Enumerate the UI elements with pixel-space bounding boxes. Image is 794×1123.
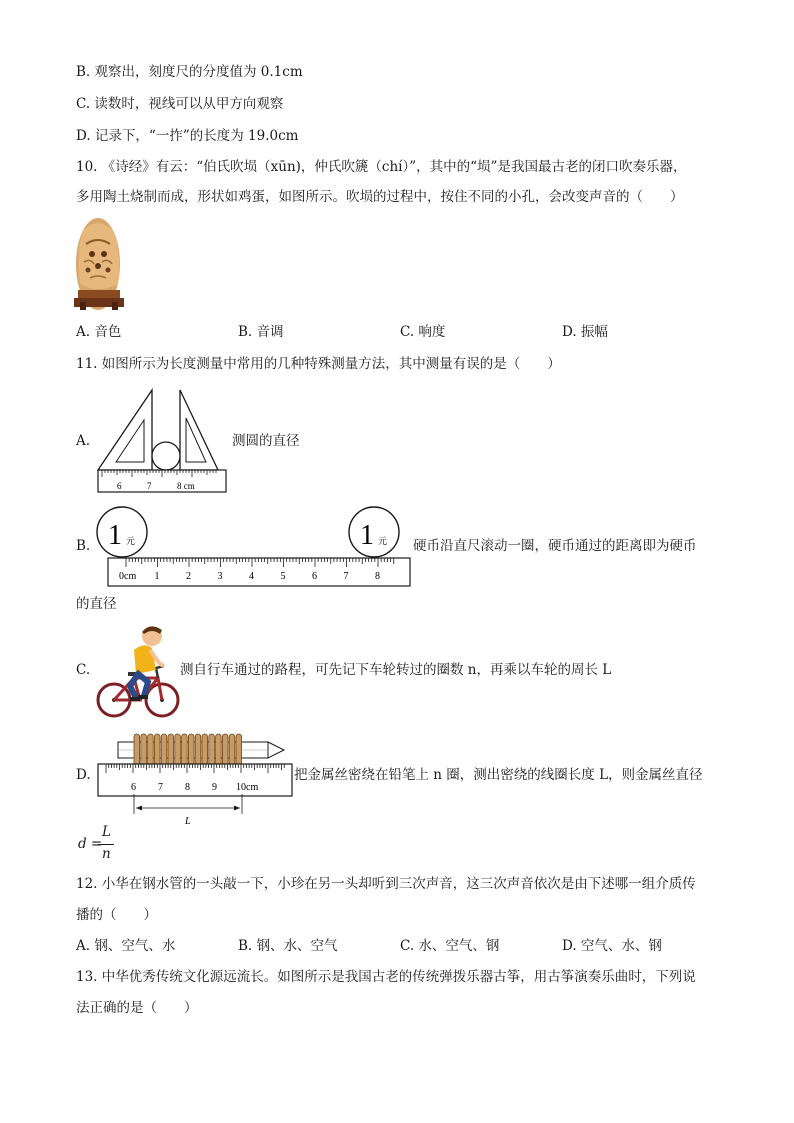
- coil-turn: [182, 734, 188, 766]
- q10-option-b: B. 音调: [238, 324, 284, 340]
- coil-turn: [202, 734, 208, 766]
- q11-b-label: B.: [76, 538, 91, 554]
- coil-turn: [161, 734, 167, 766]
- ruler-d-tick-label: 10cm: [236, 782, 259, 793]
- wire-coil-figure: [96, 728, 294, 828]
- q10-option-a: A. 音色: [76, 324, 122, 340]
- coil-turn: [222, 734, 228, 766]
- formula-lhs: d =: [78, 836, 103, 852]
- q10-stem-line2: 多用陶土烧制而成，形状如鸡蛋，如图所示。吹埙的过程中，按住不同的小孔，会改变声音的（ ）: [76, 189, 684, 205]
- q12-stem-line1: 12. 小华在钢水管的一头敲一下，小珍在另一头却听到三次声音，这三次声音依次是由下述哪一组介质传: [76, 876, 696, 892]
- coil-turn: [195, 734, 201, 766]
- coin-value: 1: [108, 520, 122, 551]
- ruler-d-tick-label: 8: [185, 782, 190, 793]
- q11-stem: 11. 如图所示为长度测量中常用的几种特殊测量方法，其中测量有误的是（ ）: [76, 356, 561, 372]
- coil-turn: [175, 734, 181, 766]
- coil-turn: [236, 734, 242, 766]
- coil-turn: [209, 734, 215, 766]
- coil-turn: [134, 734, 140, 766]
- dimension-label: L: [185, 816, 191, 827]
- ruler-b-tick-label: 8: [375, 571, 380, 582]
- coin-rolling-figure: [94, 506, 412, 588]
- q9-option-c: C. 读数时，视线可以从甲方向观察: [76, 96, 284, 112]
- cyclist-image: [94, 620, 182, 720]
- ruler-b-tick-label: 0cm: [119, 571, 137, 582]
- q9-option-d: D. 记录下，“一拃”的长度为 19.0cm: [76, 128, 299, 144]
- coin-unit: 元: [378, 536, 388, 546]
- q11-c-label: C.: [76, 662, 91, 678]
- ruler-b-tick-label: 2: [186, 571, 191, 582]
- formula-numerator: L: [102, 824, 111, 840]
- q12-option-d: D. 空气、水、钢: [562, 938, 662, 954]
- ruler-d-tick-label: 9: [212, 782, 217, 793]
- q11-a-text: 测圆的直径: [232, 433, 300, 449]
- q10-option-d: D. 振幅: [562, 324, 608, 340]
- coil-turn: [154, 734, 160, 766]
- q11-b-text: 硬币沿直尺滚动一圈，硬币通过的距离即为硬币: [413, 538, 697, 554]
- q13-stem-line2: 法正确的是（ ）: [76, 1000, 198, 1016]
- ruler-a-tick-label: 6: [117, 481, 122, 491]
- fraction-bar: [98, 844, 114, 845]
- ruler-b-tick-label: 7: [343, 571, 349, 582]
- ruler-b-tick-label: 3: [217, 571, 223, 582]
- q9-option-b: B. 观察出，刻度尺的分度值为 0.1cm: [76, 64, 303, 80]
- coin-value: 1: [360, 520, 374, 551]
- q11-d-label: D.: [76, 767, 91, 783]
- xun-instrument-image: [74, 218, 124, 310]
- ruler-a-tick-label: 7: [147, 481, 152, 491]
- q12-option-c: C. 水、空气、钢: [400, 938, 500, 954]
- q13-stem-line1: 13. 中华优秀传统文化源远流长。如图所示是我国古老的传统弹拨乐器古筝，用古筝演奏乐曲时，下列说: [76, 969, 696, 985]
- formula-denominator: n: [102, 846, 111, 862]
- ruler-d-tick-label: 6: [131, 782, 136, 793]
- coil-turn: [229, 734, 235, 766]
- circle-diameter-figure: [96, 386, 228, 494]
- coil-turn: [141, 734, 147, 766]
- q12-option-b: B. 钢、水、空气: [238, 938, 338, 954]
- q12-option-a: A. 钢、空气、水: [76, 938, 176, 954]
- coil-turn: [216, 734, 222, 766]
- q11-c-text: 测自行车通过的路程，可先记下车轮转过的圈数 n，再乘以车轮的周长 L: [180, 662, 612, 678]
- ruler-a-tick-label: 8 cm: [177, 481, 195, 491]
- q11-b-text-cont: 的直径: [76, 596, 117, 612]
- coil-turn: [148, 734, 154, 766]
- ruler-b-tick-label: 6: [312, 571, 317, 582]
- q11-a-label: A.: [76, 433, 91, 449]
- ruler-b-tick-label: 4: [249, 571, 254, 582]
- coin-unit: 元: [126, 536, 136, 546]
- coil-turn: [188, 734, 194, 766]
- q10-option-c: C. 响度: [400, 324, 446, 340]
- q12-stem-line2: 播的（ ）: [76, 907, 157, 923]
- diameter-formula: [78, 822, 138, 866]
- coil-turn: [168, 734, 174, 766]
- ruler-b-tick-label: 1: [154, 571, 160, 582]
- q10-stem-line1: 10. 《诗经》有云：“伯氏吹埙（xūn)，仲氏吹篪（chí）”，其中的“埙”是我国最古老的闭口吹奏乐器，: [76, 159, 687, 175]
- ruler-d-tick-label: 7: [158, 782, 163, 793]
- q11-d-text: 把金属丝密绕在铅笔上 n 圈，测出密绕的线圈长度 L，则金属丝直径: [294, 767, 703, 783]
- ruler-b-tick-label: 5: [280, 571, 286, 582]
